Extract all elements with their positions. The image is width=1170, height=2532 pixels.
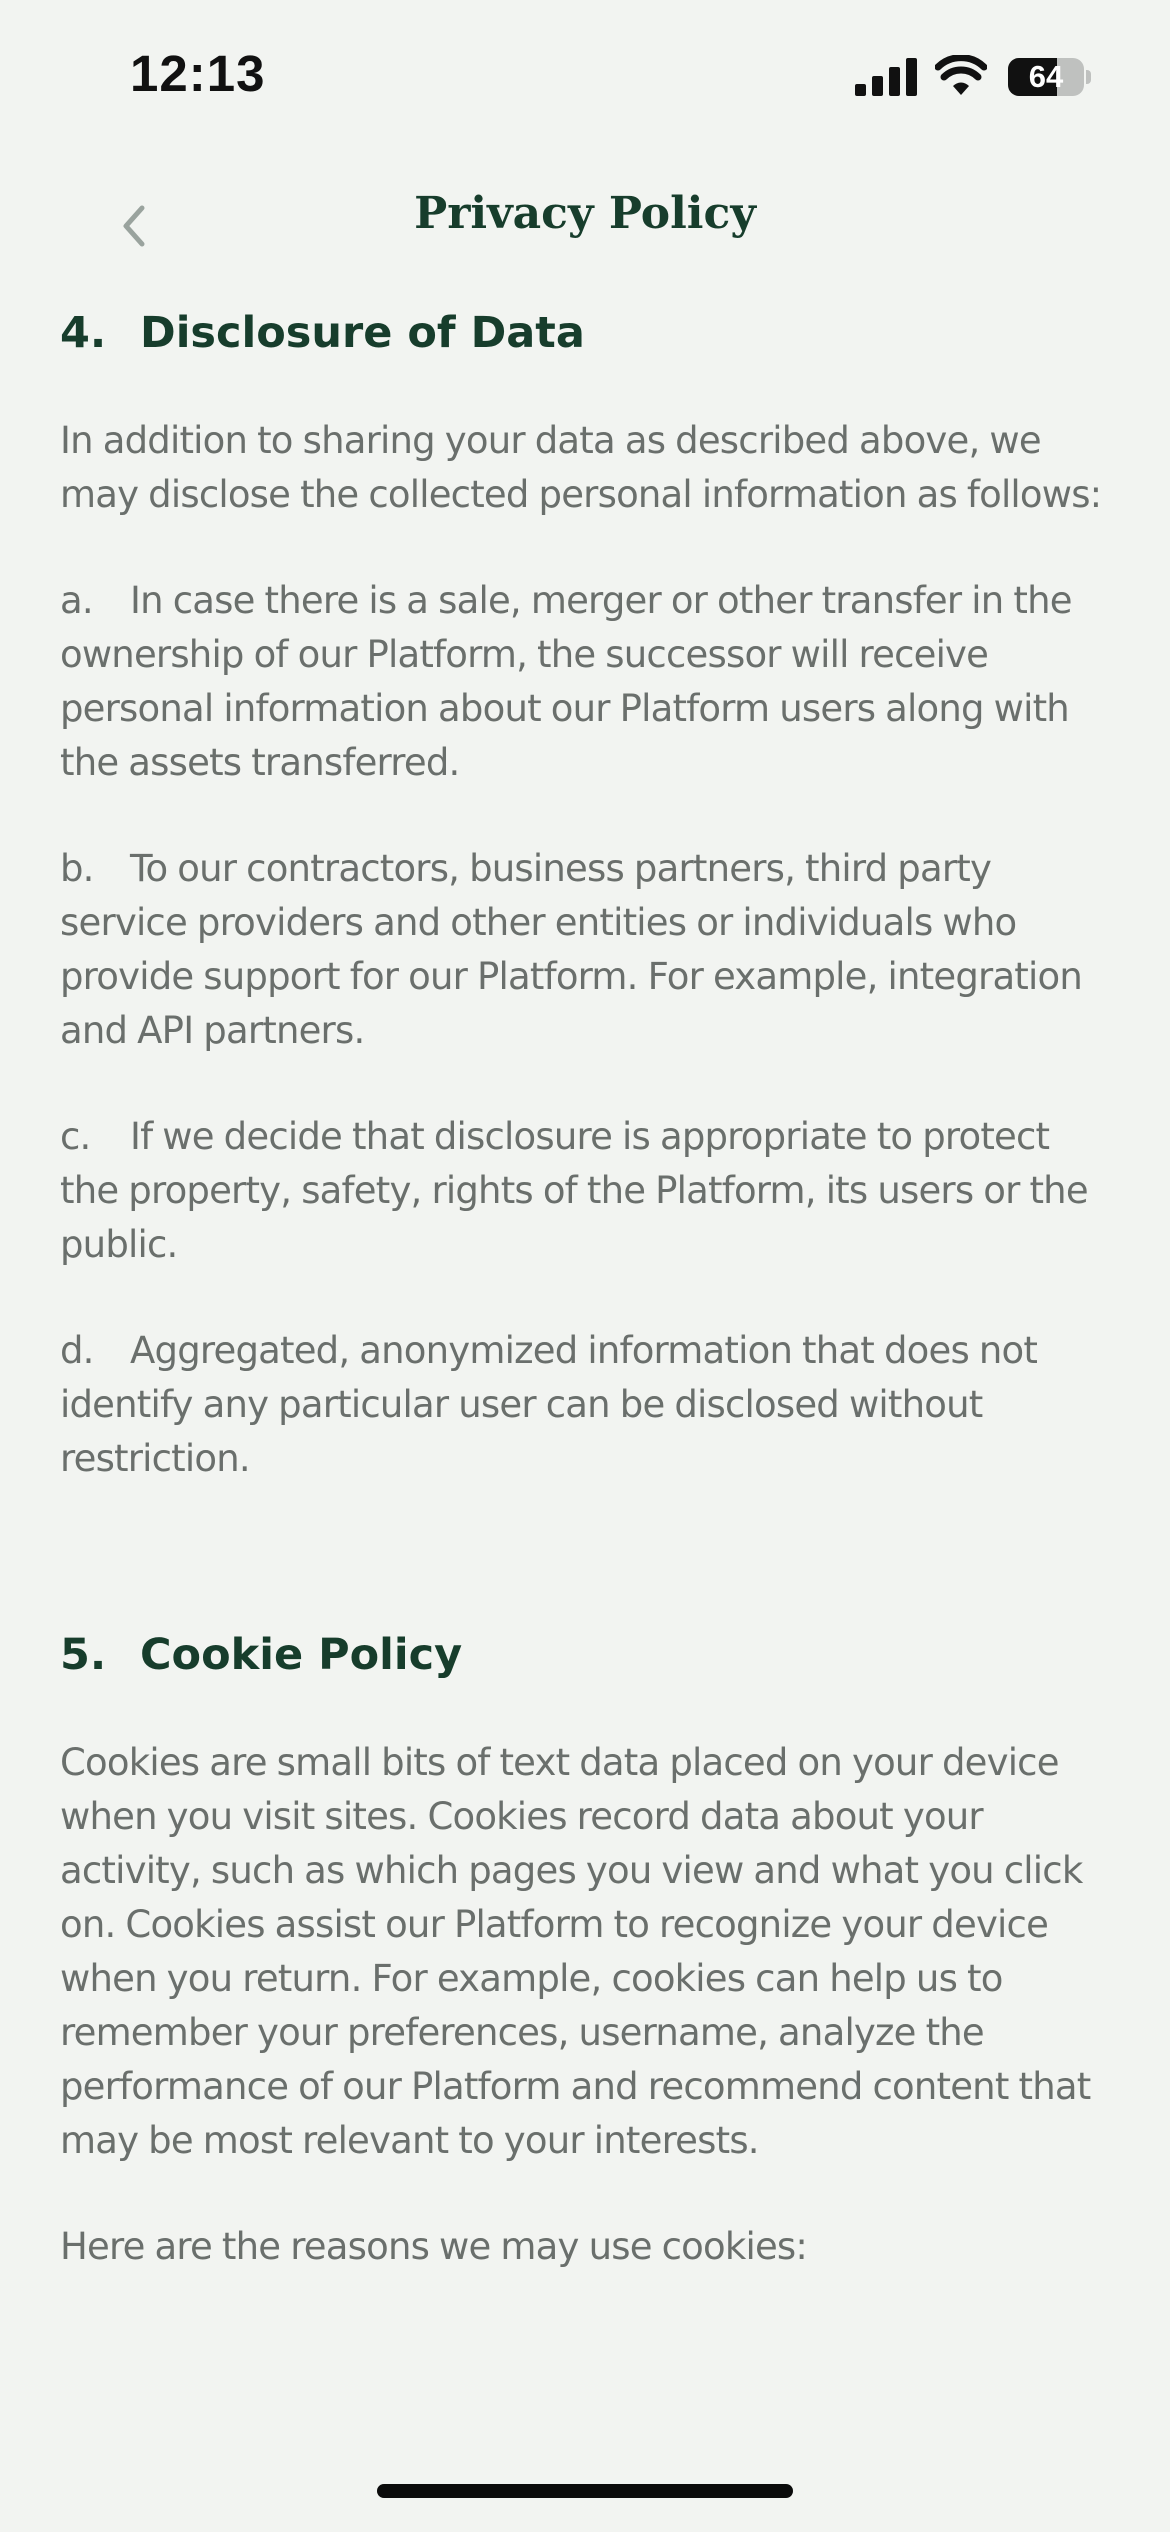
section-body: Cookies are small bits of text data placed on your device when you visit sites. Cookies record data about your activity, such as which pages you view and what you click on. Cookies assist our Platform to recognize your device when you return. For example, cookies can help us to remember your preferences, username, analyze the performance of our Platform and recommend content that may be most relevant to your interests. — [60, 1741, 1091, 2162]
nav-bar — [0, 170, 1170, 270]
section-number: 5. — [60, 1630, 107, 1680]
section-title: Disclosure of Data — [140, 308, 585, 358]
list-marker: b. — [60, 847, 94, 890]
list-item-text: To our contractors, business partners, third party service providers and other entities or individuals who provide support for our Platform. For example, integration and API partners. — [60, 847, 1082, 1052]
list-item-text: If we decide that disclosure is appropriate to protect the property, safety, rights of the Platform, its users or the public. — [60, 1115, 1088, 1266]
spacer — [60, 1272, 1110, 1324]
list-marker: c. — [60, 1115, 91, 1158]
list-marker: a. — [60, 579, 93, 622]
spacer — [60, 2168, 1110, 2220]
list-item — [60, 574, 1110, 790]
battery-level: 64 — [1028, 59, 1064, 94]
signal-icon — [855, 58, 919, 96]
policy-content[interactable] — [60, 300, 1110, 2274]
status-time: 12:13 — [130, 45, 266, 102]
home-indicator[interactable] — [377, 2484, 793, 2498]
list-item-text: Aggregated, anonymized information that does not identify any particular user can be disclosed without restriction. — [60, 1329, 1038, 1480]
spacer — [60, 522, 1110, 574]
spacer — [60, 790, 1110, 842]
section-heading-disclosure — [60, 300, 1110, 366]
section-followup: Here are the reasons we may use cookies: — [60, 2225, 808, 2268]
list-item — [60, 1324, 1110, 1486]
section-intro: In addition to sharing your data as described above, we may disclose the collected personal information as follows: — [60, 419, 1102, 516]
status-bar — [0, 0, 1170, 150]
battery-icon — [1008, 58, 1090, 96]
list-item — [60, 842, 1110, 1058]
battery-body — [1008, 58, 1084, 96]
spacer — [60, 366, 1110, 414]
spacer — [60, 1688, 1110, 1736]
section-title: Cookie Policy — [140, 1630, 463, 1680]
section-heading-cookie — [60, 1622, 1110, 1688]
spacer — [60, 1486, 1110, 1622]
list-item — [60, 1110, 1110, 1272]
list-marker: d. — [60, 1329, 94, 1372]
section-number: 4. — [60, 308, 107, 358]
wifi-icon — [935, 55, 987, 97]
list-item-text: In case there is a sale, merger or other transfer in the ownership of our Platform, the successor will receive personal information about our Platform users along with the assets transferred. — [60, 579, 1072, 784]
spacer — [60, 1058, 1110, 1110]
page-title: Privacy Policy — [414, 188, 756, 239]
battery-tip — [1086, 70, 1091, 84]
